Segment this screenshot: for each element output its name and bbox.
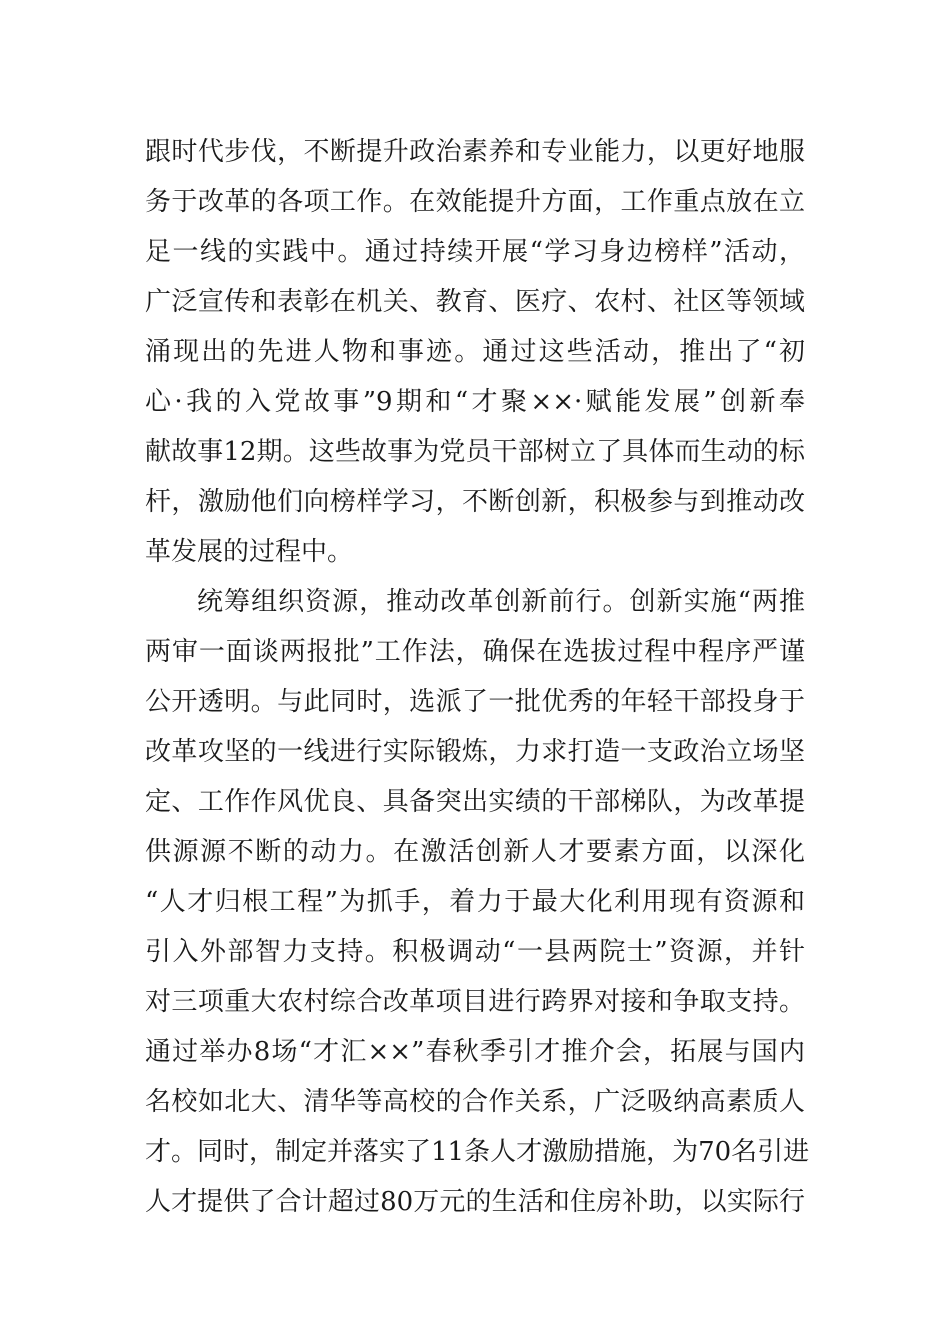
paragraph-line: 广泛宣传和表彰在机关、教育、医疗、农村、社区等领域: [145, 287, 805, 317]
paragraph-line: “人才归根工程”为抓手，着力于最大化利用现有资源和: [145, 887, 805, 917]
paragraph-line: 革发展的过程中。: [145, 537, 354, 567]
paragraph-line: 足一线的实践中。通过持续开展“学习身边榜样”活动，: [145, 237, 805, 267]
paragraph-line: 人才提供了合计超过80万元的生活和住房补助，以实际行: [145, 1187, 805, 1217]
paragraph-line: 才。同时，制定并落实了11条人才激励措施，为70名引进: [145, 1137, 810, 1167]
paragraph-line: 涌现出的先进人物和事迹。通过这些活动，推出了“初: [145, 337, 805, 367]
paragraph-line: 两审一面谈两报批”工作法，确保在选拔过程中程序严谨: [145, 637, 805, 667]
paragraph-line: 通过举办8场“才汇××”春秋季引才推介会，拓展与国内: [145, 1037, 805, 1067]
paragraph-line: 改革攻坚的一线进行实际锻炼，力求打造一支政治立场坚: [145, 737, 805, 767]
paragraph-2: [145, 577, 810, 1227]
paragraph-line: 供源源不断的动力。在激活创新人才要素方面，以深化: [145, 837, 805, 867]
paragraph-line: 名校如北大、清华等高校的合作关系，广泛吸纳高素质人: [145, 1087, 805, 1117]
paragraph-line: 献故事12期。这些故事为党员干部树立了具体而生动的标: [145, 437, 805, 467]
paragraph-line: 统筹组织资源，推动改革创新前行。创新实施“两推: [197, 587, 805, 617]
paragraph-line: 公开透明。与此同时，选派了一批优秀的年轻干部投身于: [145, 687, 805, 717]
paragraph-line: 务于改革的各项工作。在效能提升方面，工作重点放在立: [145, 187, 805, 217]
paragraph-line: 定、工作作风优良、具备突出实绩的干部梯队，为改革提: [145, 787, 805, 817]
paragraph-line: 引入外部智力支持。积极调动“一县两院士”资源，并针: [145, 937, 805, 967]
paragraph-line: 杆，激励他们向榜样学习，不断创新，积极参与到推动改: [145, 487, 805, 517]
paragraph-line: 心·我的入党故事”9期和“才聚××·赋能发展”创新奉: [145, 387, 805, 417]
paragraph-line: 跟时代步伐，不断提升政治素养和专业能力，以更好地服: [145, 137, 805, 167]
paragraph-line: 对三项重大农村综合改革项目进行跨界对接和争取支持。: [145, 987, 805, 1017]
paragraph-1: [145, 127, 805, 577]
